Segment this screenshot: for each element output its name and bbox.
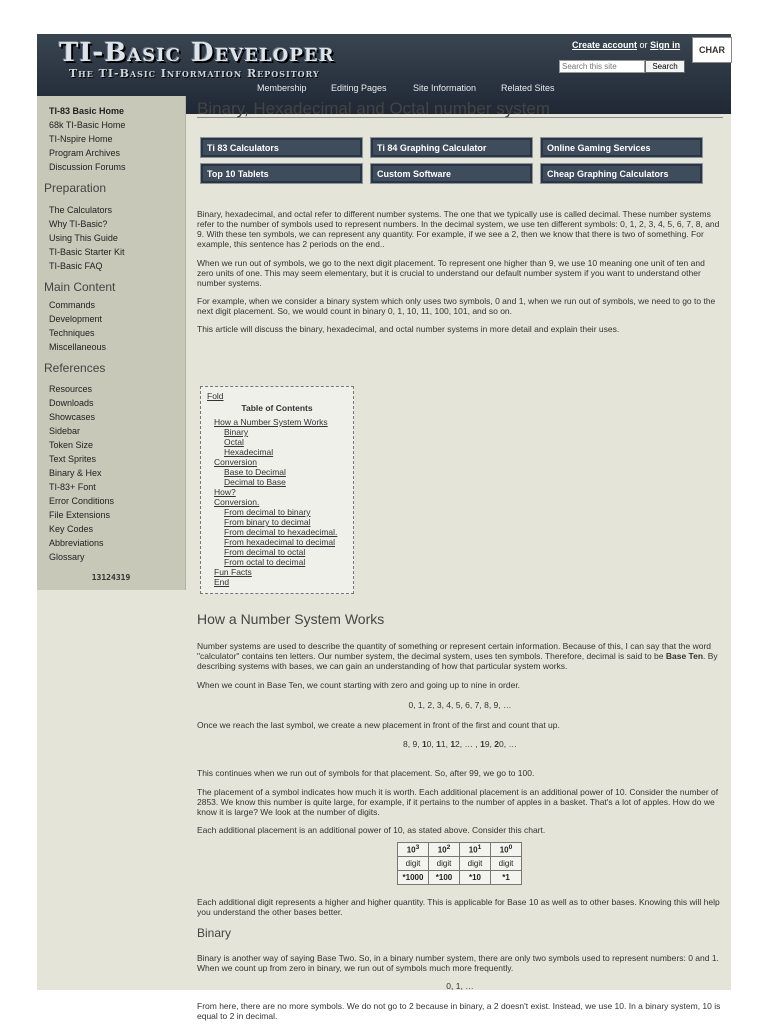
sign-in-link[interactable]: Sign in	[650, 40, 681, 50]
sidebar-item-program-archives[interactable]: Program Archives	[49, 148, 121, 158]
sidebar-item-sidebar[interactable]: Sidebar	[49, 426, 81, 436]
section-paragraph: From here, there are no more symbols. We do not go to 2 because in binary, a 2 doesn't exist. Instead, we use 10. In a binary system, 10 is equal to 2 in decimal.	[197, 1001, 721, 1021]
ad-link-ti83-calculators[interactable]: Ti 83 Calculators	[200, 137, 363, 158]
table-cell: digit	[491, 857, 522, 871]
table-of-contents	[200, 386, 354, 594]
page	[37, 34, 731, 1021]
section-paragraph: Once we reach the last symbol, we create a new placement in front of the first and count that up.	[197, 720, 560, 730]
sidebar-item-abbreviations[interactable]: Abbreviations	[49, 538, 104, 548]
site-logo-title[interactable]: TI-Basic Developer	[59, 38, 335, 68]
place-value-table	[397, 842, 522, 885]
account-links	[572, 40, 680, 50]
toc-link[interactable]: From decimal to hexadecimal.	[224, 527, 338, 537]
sidebar-item-key-codes[interactable]: Key Codes	[49, 524, 94, 534]
section-paragraph	[197, 641, 723, 671]
sidebar-item-nspire-home[interactable]: TI-Nspire Home	[49, 134, 113, 144]
create-account-link[interactable]: Create account	[572, 40, 638, 50]
sidebar-item-miscellaneous[interactable]: Miscellaneous	[49, 342, 107, 352]
sidebar-heading-preparation: Preparation	[44, 181, 107, 195]
text-run: 0, …	[499, 739, 517, 749]
ad-link-cheap-graphing[interactable]: Cheap Graphing Calculators	[540, 163, 703, 184]
count-sequence-binary: 0, 1, …	[446, 981, 474, 991]
section-paragraph: Each additional placement is an additional power of 10, as stated above. Consider this chart.	[197, 825, 546, 835]
toc-link[interactable]: From octal to decimal	[224, 557, 306, 567]
toc-link[interactable]: Conversion	[214, 457, 257, 467]
table-row	[398, 857, 522, 871]
table-cell: *1	[491, 871, 522, 885]
nav-editing-pages[interactable]: Editing Pages	[331, 83, 387, 93]
ad-link-online-gaming[interactable]: Online Gaming Services	[540, 137, 703, 158]
intro-paragraph-2: When we run out of symbols, we go to the next digit placement. To represent one higher than 9, we use 10 meaning one unit of ten and zero units of one. This may seem elementary, but it is crucial to understand our default number system if you want to understand other number systems.	[197, 258, 705, 288]
sidebar-item-downloads[interactable]: Downloads	[49, 398, 94, 408]
nav-related-sites[interactable]: Related Sites	[501, 83, 555, 93]
top-nav	[37, 79, 731, 96]
sidebar-item-using-guide[interactable]: Using This Guide	[49, 233, 118, 243]
table-cell: $10^3$	[398, 843, 429, 857]
toc-link[interactable]: How a Number System Works	[214, 417, 328, 427]
sidebar-item-showcases[interactable]: Showcases	[49, 412, 96, 422]
intro-paragraph-1: Binary, hexadecimal, and octal refer to different number systems. The one that we typically use is called decimal. These number systems refer to the number of symbols used to represent numbers. In the decimal system, we use ten different symbols: 0, 1, 2, 3, 4, 5, 6, 7, 8, and 9. With these ten symbols, we can represent any quantity. For example, if we see a 2, then we know that there is two of something. For example, this sentence has 2 periods on the end..	[197, 209, 720, 249]
count-sequence-placement	[197, 739, 723, 749]
sidebar-item-calculators[interactable]: The Calculators	[49, 205, 113, 215]
toc-link[interactable]: How?	[214, 487, 236, 497]
table-cell: digit	[429, 857, 460, 871]
section-paragraph: When we count in Base Ten, we count starting with zero and going up to nine in order.	[197, 680, 521, 690]
text-run: 2, … ,	[455, 739, 481, 749]
sidebar-item-commands[interactable]: Commands	[49, 300, 96, 310]
sidebar-heading-references: References	[44, 361, 106, 375]
search-button[interactable]: Search	[645, 60, 685, 73]
sidebar-item-ti83-home[interactable]: TI-83 Basic Home	[49, 106, 125, 116]
table-cell: $10^2$	[429, 843, 460, 857]
ad-link-ti84-graphing[interactable]: Ti 84 Graphing Calculator	[370, 137, 533, 158]
sidebar-item-error-conditions[interactable]: Error Conditions	[49, 496, 115, 506]
section-paragraph: The placement of a symbol indicates how much it is worth. Each additional placement is an additional power of 10. Consider the number of 2853. We know this number is quite large, for example, if it pertains to the number of apples in a basket. That's a lot of apples. How do we know it is large? We look at the number of digits.	[197, 787, 719, 817]
bold-digit: 2	[494, 739, 500, 749]
table-cell: $10^0$	[491, 843, 522, 857]
intro-paragraph-4: This article will discuss the binary, hexadecimal, and octal number systems in more detail and explain their uses.	[197, 324, 620, 334]
text-run: 1,	[440, 739, 451, 749]
bold-digit: 1	[480, 739, 485, 749]
text-run: . By describing systems with bases, we can gain an understanding of how that particular system works.	[197, 651, 718, 671]
toc-link[interactable]: Binary	[224, 427, 249, 437]
intro-paragraph-3: For example, when we consider a binary system which only uses two symbols, 0 and 1, when we run out of symbols, we need to go to the next digit placement. So, we would count in binary 0, 1, 10, 11, 100, 101, and so on.	[197, 296, 716, 316]
toc-link[interactable]: Decimal to Base	[224, 477, 286, 487]
toc-link[interactable]: From binary to decimal	[224, 517, 311, 527]
table-cell: *100	[429, 871, 460, 885]
sidebar-item-token-size[interactable]: Token Size	[49, 440, 94, 450]
sidebar-item-development[interactable]: Development	[49, 314, 103, 324]
bold-digit: 1	[421, 739, 427, 749]
bold-digit: 1	[450, 739, 456, 749]
sidebar-item-file-extensions[interactable]: File Extensions	[49, 510, 111, 520]
toc-link[interactable]: From decimal to octal	[224, 547, 306, 557]
sidebar-item-text-sprites[interactable]: Text Sprites	[49, 454, 97, 464]
sidebar-item-starter-kit[interactable]: TI-Basic Starter Kit	[49, 247, 125, 257]
toc-link[interactable]: Hexadecimal	[224, 447, 274, 457]
toc-title: Table of Contents	[241, 403, 313, 413]
bold-term-base-ten: Base Ten	[665, 651, 704, 661]
section-paragraph: Binary is another way of saying Base Two. So, in a binary number system, there are only two symbols used to represent numbers: 0 and 1. When we count up from zero in binary, we run out of symbols much more frequently.	[197, 953, 719, 973]
toc-link[interactable]: Fun Facts	[214, 567, 252, 577]
ad-link-top10-tablets[interactable]: Top 10 Tablets	[200, 163, 363, 184]
sidebar-item-techniques[interactable]: Techniques	[49, 328, 95, 338]
text-run: 8, 9,	[403, 739, 422, 749]
text-run: 9,	[484, 739, 495, 749]
table-cell: *10	[460, 871, 491, 885]
table-row	[398, 843, 522, 857]
sidebar-item-68k-home[interactable]: 68k TI-Basic Home	[49, 120, 126, 130]
count-sequence-decimal: 0, 1, 2, 3, 4, 5, 6, 7, 8, 9, …	[408, 700, 512, 710]
table-cell: digit	[460, 857, 491, 871]
sidebar-heading-main-content: Main Content	[44, 280, 116, 294]
text-run: 0,	[426, 739, 437, 749]
or-text: or	[639, 40, 648, 50]
table-cell: *1000	[398, 871, 429, 885]
section-paragraph: This continues when we run out of symbols for that placement. So, after 99, we go to 100.	[197, 768, 535, 778]
table-cell: digit	[398, 857, 429, 871]
sidebar-item-faq[interactable]: TI-Basic FAQ	[49, 261, 103, 271]
toc-link[interactable]: From hexadecimal to decimal	[224, 537, 336, 547]
visit-counter: 13124319	[91, 573, 131, 582]
sidebar-item-glossary[interactable]: Glossary	[49, 552, 85, 562]
toc-link[interactable]: From decimal to binary	[224, 507, 311, 517]
text-run: Number systems are used to describe the quantity of something or represent certain information. Because of this, I can say that the word "calculator" contains ten letters. Our number system, the decimal system, uses ten symbols. Therefore, decimal is said to be	[197, 641, 712, 661]
nav-membership[interactable]: Membership	[257, 83, 307, 93]
toc-link[interactable]: Conversion.	[214, 497, 260, 507]
table-cell: $10^1$	[460, 843, 491, 857]
toc-fold-link[interactable]: Fold	[207, 391, 224, 401]
table-row	[398, 871, 522, 885]
toc-link[interactable]: Octal	[224, 437, 244, 447]
sidebar-item-discussion-forums[interactable]: Discussion Forums	[49, 162, 126, 172]
toc-link[interactable]: Base to Decimal	[224, 467, 286, 477]
toc-link[interactable]: End	[214, 577, 230, 587]
page-title: Binary, Hexadecimal and Octal number system	[197, 104, 723, 118]
section-heading-number-system: How a Number System Works	[197, 611, 385, 627]
sidebar-item-binary-hex[interactable]: Binary & Hex	[49, 468, 102, 478]
char-button[interactable]: CHAR	[692, 37, 732, 63]
sidebar-item-ti83-font[interactable]: TI-83+ Font	[49, 482, 96, 492]
sidebar	[37, 96, 186, 590]
sidebar-item-why-tibasic[interactable]: Why TI-Basic?	[49, 219, 108, 229]
section-heading-binary: Binary	[197, 926, 232, 940]
site-logo-subtitle: The TI-Basic Information Repository	[69, 67, 320, 80]
search-input[interactable]	[559, 60, 645, 73]
bold-digit: 1	[436, 739, 441, 749]
nav-site-information[interactable]: Site Information	[413, 83, 477, 93]
sidebar-item-resources[interactable]: Resources	[49, 384, 93, 394]
ad-link-custom-software[interactable]: Custom Software	[370, 163, 533, 184]
section-paragraph: Each additional digit represents a higher and higher quantity. This is applicable for Base 10 as well as to other bases. Knowing this will help you understand the other bases better.	[197, 897, 720, 917]
